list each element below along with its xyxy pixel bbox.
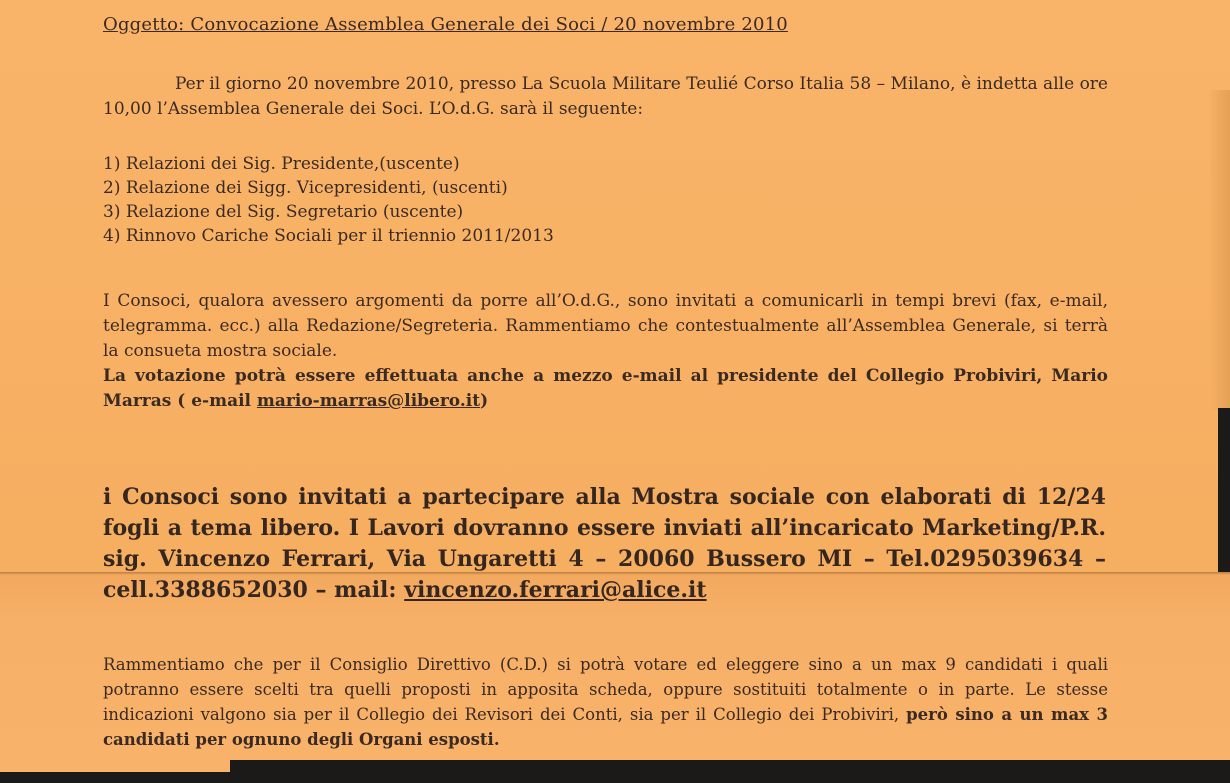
- agenda-list: [103, 152, 554, 248]
- intro-paragraph: Per il giorno 20 novembre 2010, presso La Scuola Militare Teulié Corso Italia 58 – Milano, è indetta alle ore 10,00 l’Assemblea Generale dei Soci. L’O.d.G. sarà il seguente:: [103, 74, 1108, 119]
- rammentiamo-text: Rammentiamo che per il Consiglio Direttivo (C.D.) si potrà votare ed eleggere sino a un max 9 candidati i quali potranno essere scelti tra quelli proposti in apposita scheda, oppure sostituiti totalmente o in parte. Le stesse indicazioni valgono sia per il Collegio dei Revisori dei Conti, sia per il Collegio dei Probiviri,: [103, 655, 1108, 724]
- vote-close: ): [480, 391, 489, 411]
- rammentiamo-paragraph: [103, 652, 1108, 752]
- background-gap: [1218, 408, 1230, 583]
- background-strip: [230, 760, 1230, 783]
- consoci-text: I Consoci, qualora avessero argomenti da porre all’O.d.G., sono invitati a comunicarli in tempi brevi (fax, e-mail, telegramma. ecc.) alla Redazione/Segreteria. Rammentiamo che contestualmente all’Assemblea Generale, si terrà la consueta mostra sociale.: [103, 291, 1108, 361]
- mostra-notice: [103, 482, 1106, 606]
- agenda-item: 2) Relazione dei Sigg. Vicepresidenti, (uscenti): [103, 178, 508, 198]
- mostra-email-link[interactable]: vincenzo.ferrari@alice.it: [404, 577, 707, 603]
- vote-email-link[interactable]: mario-marras@libero.it: [256, 391, 481, 411]
- vote-text: La votazione potrà essere effettuata anche a mezzo e-mail al presidente del Collegio Probiviri, Mario Marras ( e-mail: [103, 366, 1108, 411]
- agenda-item: 3) Relazione del Sig. Segretario (uscente): [103, 202, 464, 222]
- rammentiamo-bold: però sino a un max 3 candidati per ognuno degli Organi esposti.: [103, 705, 1108, 749]
- agenda-item: 4) Rinnovo Cariche Sociali per il triennio 2011/2013: [103, 226, 554, 246]
- subject-line: Oggetto: Convocazione Assemblea Generale dei Soci / 20 novembre 2010: [103, 14, 788, 35]
- consoci-paragraph: [103, 289, 1108, 414]
- mostra-text: i Consoci sono invitati a partecipare alla Mostra sociale con elaborati di 12/24 fogli a tema libero. I Lavori dovranno essere inviati all’incaricato Marketing/P.R. sig. Vincenzo Ferrari, Via Ungaretti 4 – 20060 Bussero MI – Tel.0295039634 – cell.3388652030 – mail:: [103, 484, 1106, 603]
- paper-edge: [1210, 90, 1230, 410]
- agenda-item: 1) Relazioni dei Sig. Presidente,(uscente): [103, 154, 460, 174]
- vote-notice: [103, 366, 1108, 411]
